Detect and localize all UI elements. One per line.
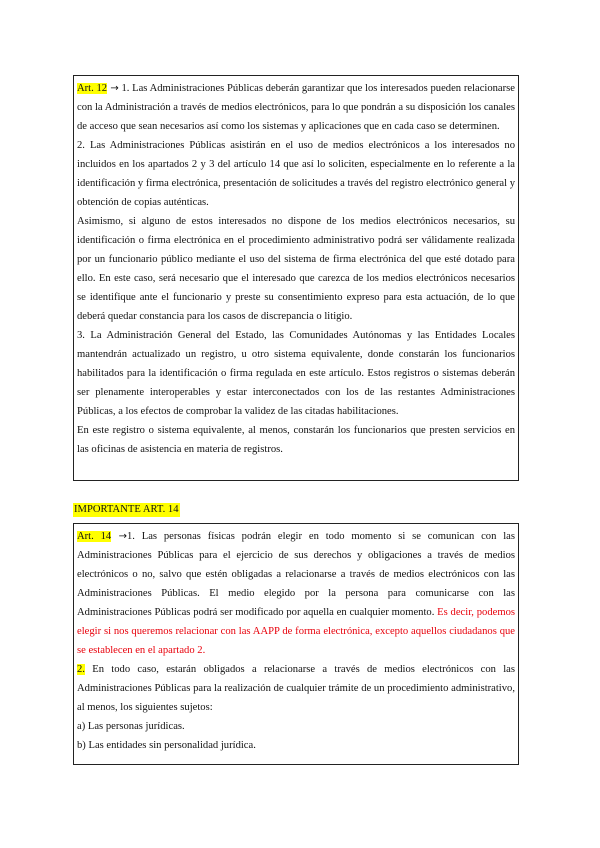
art14-label: Art. 14 <box>77 531 112 542</box>
important-heading: IMPORTANTE ART. 14 <box>74 504 179 515</box>
art12-paragraph-1 <box>77 79 515 136</box>
art14-item-b: b) Las entidades sin personalidad jurídica. <box>77 740 256 751</box>
art12-paragraph-5: En este registro o sistema equivalente, al menos, constarán los funcionarios que presten servicios en las oficinas de asistencia en materia de registros. <box>77 425 515 455</box>
article-12-box <box>73 75 519 481</box>
art14-item-2-label: 2. <box>77 664 85 675</box>
art14-paragraph-1 <box>77 527 515 660</box>
art12-label: Art. 12 <box>77 83 108 94</box>
art12-paragraph-4: 3. La Administración General del Estado, las Comunidades Autónomas y las Entidades Locales mantendrán actualizado un registro, u otro sistema equivalente, donde constarán los funcionarios habilitados para la identificación o firma regulada en este artículo. Estos registros o sistemas deberán ser plenamente interoperables y estar interconectados con los de las restantes Administraciones Públicas, a los efectos de comprobar la validez de las citadas habilitaciones. <box>77 330 515 417</box>
art12-paragraph-3: Asimismo, si alguno de estos interesados no dispone de los medios electrónicos necesarios, su identificación o firma electrónica en el procedimiento administrativo podrá ser válidamente realizada por un funcionario público mediante el uso del sistema de firma electrónica del que esté dotado para ello. En este caso, será necesario que el interesado que carezca de los medios electrónicos necesarios se identifique ante el funcionario y preste su consentimiento expreso para esta actuación, de lo que deberá quedar constancia para los casos de discrepancia o litigio. <box>77 216 515 322</box>
art12-paragraph-2: 2. Las Administraciones Públicas asistirán en el uso de medios electrónicos a los interesados no incluidos en los apartados 2 y 3 del artículo 14 que así lo soliciten, especialmente en lo referente a la identificación y firma electrónica, presentación de solicitudes a través del registro electrónico general y obtención de copias auténticas. <box>77 140 515 208</box>
arrow-right-icon: → <box>111 531 127 542</box>
art12-text-1: 1. Las Administraciones Públicas deberán garantizar que los interesados pueden relacionarse con la Administración a través de medios electrónicos, para lo que pondrán a su disposición los canales de acceso que sean necesarios así como los sistemas y aplicaciones que en cada caso se determinen. <box>77 83 515 132</box>
art14-text-2: En todo caso, estarán obligados a relacionarse a través de medios electrónicos con las Administraciones Públicas para la realización de cualquier trámite de un procedimiento administrativo, al menos, los siguientes sujetos: <box>77 664 515 713</box>
arrow-right-icon: → <box>107 83 119 94</box>
art14-red-note: Es decir, podemos elegir si nos queremos relacionar con las AAPP de forma electrónica, excepto aquellos ciudadanos que se establecen en el apartado 2. <box>77 607 516 656</box>
art14-paragraph-2 <box>77 660 515 717</box>
art14-item-a: a) Las personas jurídicas. <box>77 721 185 732</box>
art14-text-1: 1. Las personas físicas podrán elegir en todo momento si se comunican con las Administraciones Públicas para el ejercicio de sus derechos y obligaciones a través de medios electrónicos o no, salvo que estén obligadas a relacionarse a través de medios electrónicos con las Administraciones Públicas. El medio elegido por la persona para comunicarse con las Administraciones Públicas podrá ser modificado por aquella en cualquier momento. <box>77 531 515 618</box>
article-14-box <box>73 523 519 765</box>
